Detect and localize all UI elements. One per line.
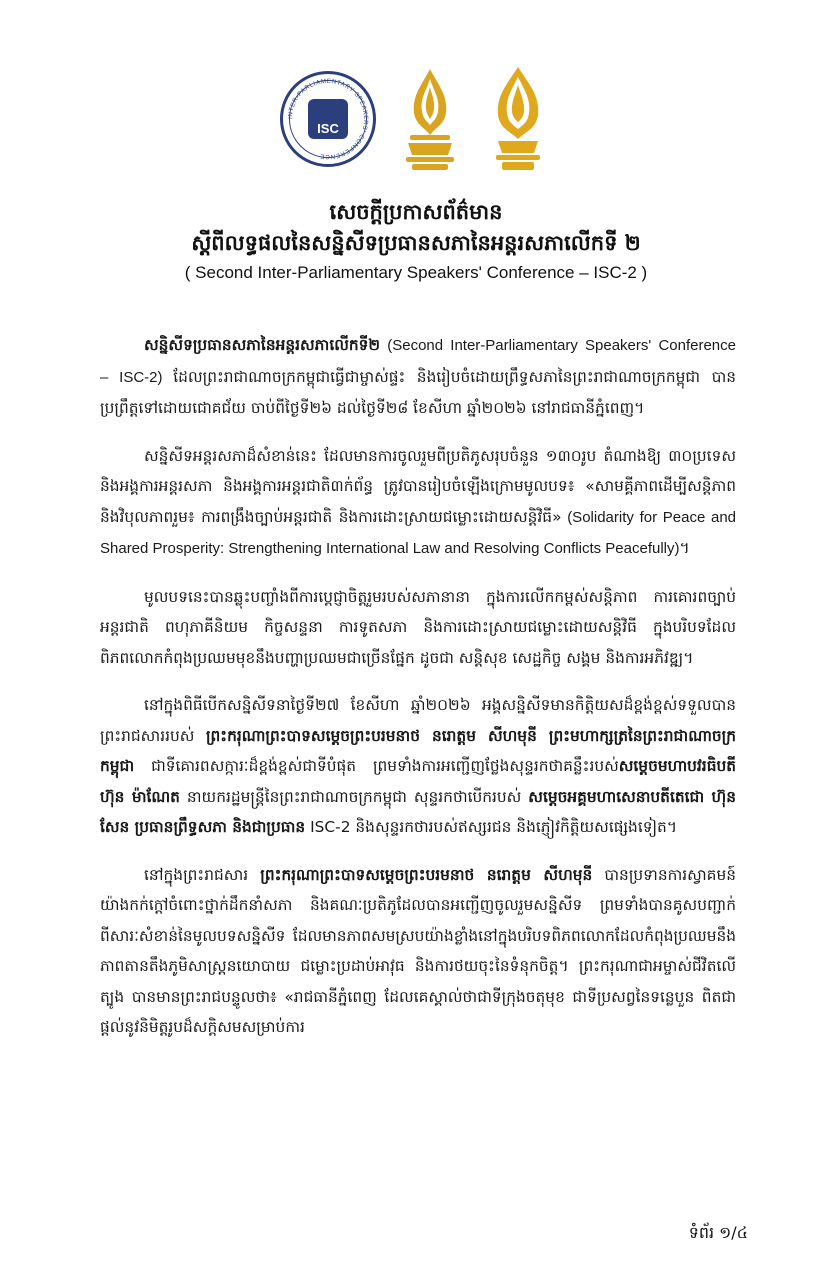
isc-seal-core: ISC: [308, 99, 348, 139]
paragraph-1-bold: សន្និសីទប្រធានសភានៃអន្តរសភាលើកទី២: [144, 336, 381, 354]
title-line-2: ស្តីពីលទ្ធផលនៃសន្និសីទប្រធានសភានៃអន្តរសភាលើកទី ២: [191, 230, 641, 255]
paragraph-5: [100, 860, 736, 1043]
paragraph-4-bold-3: សម្តេចអគ្គមហាសេនាបតីតេជោ ហ៊ុន សែន ប្រធានព្រឹទ្ធសភា និងជាប្រធាន: [100, 787, 736, 836]
paragraph-2-english: (Solidarity for Peace and Shared Prosperity: Strengthening International Law and Resolving Conflicts Peacefully): [100, 508, 737, 557]
paragraph-5-text-1: នៅក្នុងព្រះរាជសារ: [144, 865, 261, 884]
paragraph-1-text: ដែលព្រះរាជាណាចក្រកម្ពុជាធ្វើជាម្ចាស់ផ្ទះ និងរៀបចំដោយព្រឹទ្ធសភានៃព្រះរាជាណាចក្រកម្ពុជា បានប្រព្រឹត្តទៅដោយជោគជ័យ ចាប់ពីថ្ងៃទី២៦ ដល់ថ្ងៃទី២៨ ខែសីហា ឆ្នាំ២០២៦ នៅរាជធានីភ្នំពេញ។: [100, 367, 737, 417]
paragraph-4-text-1: នៅក្នុងពិធីបើកសន្និសីទនាថ្ងៃទី២៧ ខែសីហា ឆ្នាំ២០២៦ អង្គសន្និសីទមានកិត្តិយសដ៏ខ្ពង់ខ្ពស់ទទួលបានព្រះរាជសាររបស់: [100, 696, 736, 745]
press-release-body: [100, 330, 736, 1060]
national-assembly-emblem: [484, 65, 552, 173]
paragraph-1-english: (Second Inter-Parliamentary Speakers' Conference – ISC-2): [100, 337, 736, 386]
paragraph-3: [100, 582, 736, 674]
paragraph-4-text-3: នាយករដ្ឋមន្ត្រីនៃព្រះរាជាណាចក្រកម្ពុជា សុន្ទរកថាបើករបស់: [179, 787, 529, 806]
paragraph-2-tail: ។: [679, 539, 690, 557]
paragraph-2-text: សន្និសីទអន្តរសភាដ៏សំខាន់នេះ ដែលមានការចូលរួមពីប្រតិភូសរុបចំនួន ១៣០រូប តំណាងឱ្យ ៣០ប្រទេស និងអង្គការអន្តរសភា និងអង្គការអន្តរជាតិ៣ក់ព័ន្ធ ត្រូវបានរៀបចំឡើងក្រោមមូលបទ៖ «សាមគ្គីភាពដើម្បីសន្តិភាព និងវិបុលភាពរួម៖ ការពង្រឹងច្បាប់អន្តរជាតិ និងការដោះស្រាយជម្លោះដោយសន្តិវិធី»: [100, 446, 736, 526]
paragraph-4-bold-1: ព្រះករុណាព្រះបាទសម្តេចព្រះបរមនាថ នរោត្តម សីហមុនី ព្រះមហាក្សត្រនៃព្រះរាជាណាចក្រកម្ពុជា: [100, 726, 736, 775]
press-release-title: [0, 196, 832, 286]
title-line-1: សេចក្តីប្រកាសព័ត៌មាន: [329, 199, 503, 224]
paragraph-2: [100, 441, 736, 565]
paragraph-4: [100, 690, 736, 843]
isc-conference-seal: [280, 71, 376, 167]
paragraph-5-bold-1: ព្រះករុណាព្រះបាទសម្តេចព្រះបរមនាថ នរោត្តម សីហមុនី: [260, 865, 593, 884]
senate-emblem: [396, 65, 464, 173]
seal-ring-text: [280, 71, 376, 167]
svg-text:INTER-PARLIAMENTARY SPEAKERS': INTER-PARLIAMENTARY SPEAKERS' CONFERENCE: [286, 77, 370, 161]
paragraph-1: [100, 330, 736, 424]
paragraph-5-text-2: បានប្រទានការស្វាគមន៍យ៉ាងកក់ក្តៅចំពោះថ្នាក់ដឹកនាំសភា និងគណៈប្រតិភូដែលបានអញ្ជើញចូលរួមសន្និសីទ ព្រមទាំងបានគូសបញ្ជាក់ពីសារៈសំខាន់នៃមូលបទសន្និសីទ ដែលមានភាពសមស្របយ៉ាងខ្លាំងនៅក្នុងបរិបទពិភពលោកដែលកំពុងប្រឈមនឹងភាពតានតឹងភូមិសាស្ត្រនយោបាយ ជម្លោះប្រដាប់អាវុធ និងការថយចុះនៃទំនុកចិត្ត។ ព្រះករុណាជាអម្ចាស់ជីវិតលើត្បូង បានមានព្រះរាជបន្ទូលថា៖ «រាជធានីភ្នំពេញ ដែលគេស្គាល់ថាជាទីក្រុងចតុមុខ ជាទីប្រសព្វនៃទន្លេបួន ពិតជាផ្តល់នូវនិមិត្តរូបដ៏សក្តិសមសម្រាប់ការ: [100, 865, 736, 1036]
title-line-english: ( Second Inter-Parliamentary Speakers' Conference – ISC-2 ): [184, 263, 648, 282]
paragraph-3-text: មូលបទនេះបានឆ្លុះបញ្ចាំងពីការប្តេជ្ញាចិត្តរួមរបស់សភានានា ក្នុងការលើកកម្ពស់សន្តិភាព ការគោរពច្បាប់អន្តរជាតិ ពហុភាគីនិយម កិច្ចសន្ទនា ការទូតសភា និងការដោះស្រាយជម្លោះដោយសន្តិវិធី ក្នុងបរិបទដែលពិភពលោកកំពុងប្រឈមមុខនឹងបញ្ហាប្រឈមជាច្រើនផ្នែក ដូចជា សន្តិសុខ សេដ្ឋកិច្ច សង្គម និងការអភិវឌ្ឍ។: [100, 587, 736, 667]
paragraph-4-bold-2: សម្តេចមហាបវរធិបតី ហ៊ុន ម៉ាណែត: [100, 757, 736, 806]
paragraph-4-text-2: ជាទីគោរពសក្ការៈដ៏ខ្ពង់ខ្ពស់ជាទីបំផុត ព្រមទាំងការអញ្ជើញថ្លែងសុន្ទរកថាគន្លឹះរបស់: [134, 757, 619, 775]
page-number: ទំព័រ ១/៤: [688, 1223, 748, 1242]
paragraph-4-text-4: ISC-2 និងសុន្ទរកថារបស់ឥស្សរជន និងភ្ញៀវកិត្តិយសផ្សេងទៀត។: [305, 818, 677, 836]
header-logos: [280, 64, 552, 174]
